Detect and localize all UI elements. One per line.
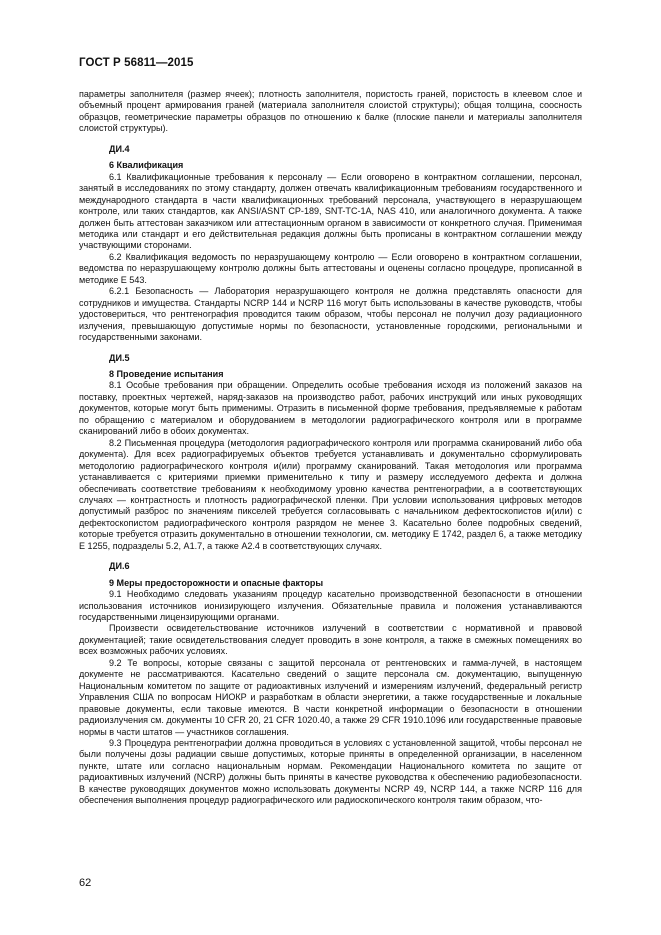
paragraph-8-2: 8.2 Письменная процедура (методология радиографического контроля или программа сканирований либо оба документа). Для всех радиографируемых объектов требуется устанавливать и документально сформулировать методологию радиографического контроля и(или) программу сканирований. Такая методология или программа устанавливается с критериями приемки применительно к типу и размеру исследуемого дефекта и должна обеспечивать соответствие требованиям к необходимому уровню качества рентгенографии, а в соответствующих случаях — контрастность и плотность радиографической пленки. При условии использования цифровых методов допустимый разброс по значениям пикселей требуется согласовывать с начальником дефектоскопистов и(или) с дефектоскопистом радиографического контроля разрядом не менее 3. Касательно более подробных сведений, которые требуется отразить документально в отношении технологии, см. методику Е 1742, раздел 6, а также методику Е 1255, подразделы 5.2, А1.7, а также А2.4 в соответствующих случаях. [79,437,582,551]
section-heading-testing: 8 Проведение испытания [109,368,224,379]
document-header: ГОСТ Р 56811—2015 [79,57,194,69]
section-heading-precautions: 9 Меры предосторожности и опасные факторы [109,577,324,588]
section-heading-qualification: 6 Квалификация [109,160,184,171]
appendix-marker-di4: ДИ.4 [109,143,130,154]
paragraph-6-2: 6.2 Квалификация ведомость по неразрушающему контролю — Если оговорено в контрактном соглашении, ведомства по неразрушающему контролю должны быть аттестованы и оценены согласно процедуре, прописанной в методике Е 543. [79,251,582,285]
appendix-marker-di5: ДИ.5 [109,352,130,363]
paragraph-9-1-continued: Произвести освидетельствование источников излучений в соответствии с нормативной и правовой документацией; такие освидетельствования следует проводить в зоне контроля, а также в смежных помещениях во всех возможных рабочих условиях. [79,623,582,657]
paragraph-8-1: 8.1 Особые требования при обращении. Определить особые требования исходя из положений заказов на поставку, проектных чертежей, наряд-заказов на производство работ, рабочих инструкций или иных руководящих документов, которые могут быть применимы. Отразить в письменной форме требования, предъявляемые к работам по обращению с материалом и оборудованием в методологии радиографического контроля или в программе сканирований либо в обоих документах. [79,380,582,437]
paragraph-9-2: 9.2 Те вопросы, которые связаны с защитой персонала от рентгеновских и гамма-лучей, в настоящем документе не рассматриваются. Касательно сведений о защите персонала см. документацию, выпущенную Национальным комитетом по защите от радиоактивных излучений и измерениям излучений, федеральный регистр Управления США по вопросам НИОКР и разработкам в области энергетики, а также государственные и локальные правовые документы, если таковые имеются. В части конкретной информации о безопасности в отношении радиоизлучения см. документы 10 CFR 20, 21 CFR 1020.40, а также 29 CFR 1910.1096 или государственные правовые нормы в части штатов — участников соглашения. [79,657,582,737]
appendix-marker-di6: ДИ.6 [109,561,130,572]
paragraph-continuation: параметры заполнителя (размер ячеек); плотность заполнителя, пористость граней, пористость в клеевом слое и объемный процент армирования граней (материала заполнителя слоистой структуры); общая толщина, соосность образцов, геометрические параметры образцов по отношению к балке (плоские панели и материалы заполнителя слоистой структуры). [79,89,582,134]
paragraph-9-1: 9.1 Необходимо следовать указаниям процедур касательно производственной безопасности в отношении использования источников ионизирующего излучения. Обязательные правила и положения устанавливаются государственными лицензирующими органами. [79,589,582,623]
paragraph-6-2-1: 6.2.1 Безопасность — Лаборатория неразрушающего контроля не должна представлять опасности для сотрудников и имущества. Стандарты NCRP 144 и NCRP 116 могут быть использованы в качестве руководств, чтобы удостовериться, что рентгенография проводится таким образом, чтобы персонал не получил дозу радиационного излучения, превышающую допустимые нормы по безопасности, установленные городскими, региональными и государственными законами. [79,286,582,343]
page-number: 62 [79,877,92,889]
paragraph-6-1: 6.1 Квалификационные требования к персоналу — Если оговорено в контрактном соглашении, персонал, занятый в исследованиях по этому стандарту, должен отвечать квалификационным требованиям государственного и международного стандарта в части квалификационных требований персонала, участвующего в неразрушающем контроле, или таких стандартов, как ANSI/ASNT СР-189, SNT-TC-1A, NAS 410, или аналогичного документа. А также должен быть аттестован заказчиком или аттестационным органом в зависимости от конкретного случая. Применимая методика или стандарт и его действительная редакция должны быть прописаны в контрактном соглашении между участвующими сторонами. [79,171,582,251]
paragraph-9-3: 9.3 Процедура рентгенографии должна проводиться в условиях с установленной защитой, чтобы персонал не были получены дозы радиации свыше допустимых, которые приняты в определенной организации, в населенном пункте, штате или согласно национальным нормам. Рекомендации Национального комитета по защите от радиоактивных излучений (NCRP) должны быть приняты в качестве руководства к обеспечению радиобезопасности. В качестве руководящих документов можно использовать документы NCRP 49, NCRP 144, а также NCRP 116 для обеспечения выполнения процедур радиографического или радиоскопического контроля таким образом, что- [79,738,582,806]
document-body [79,89,582,807]
